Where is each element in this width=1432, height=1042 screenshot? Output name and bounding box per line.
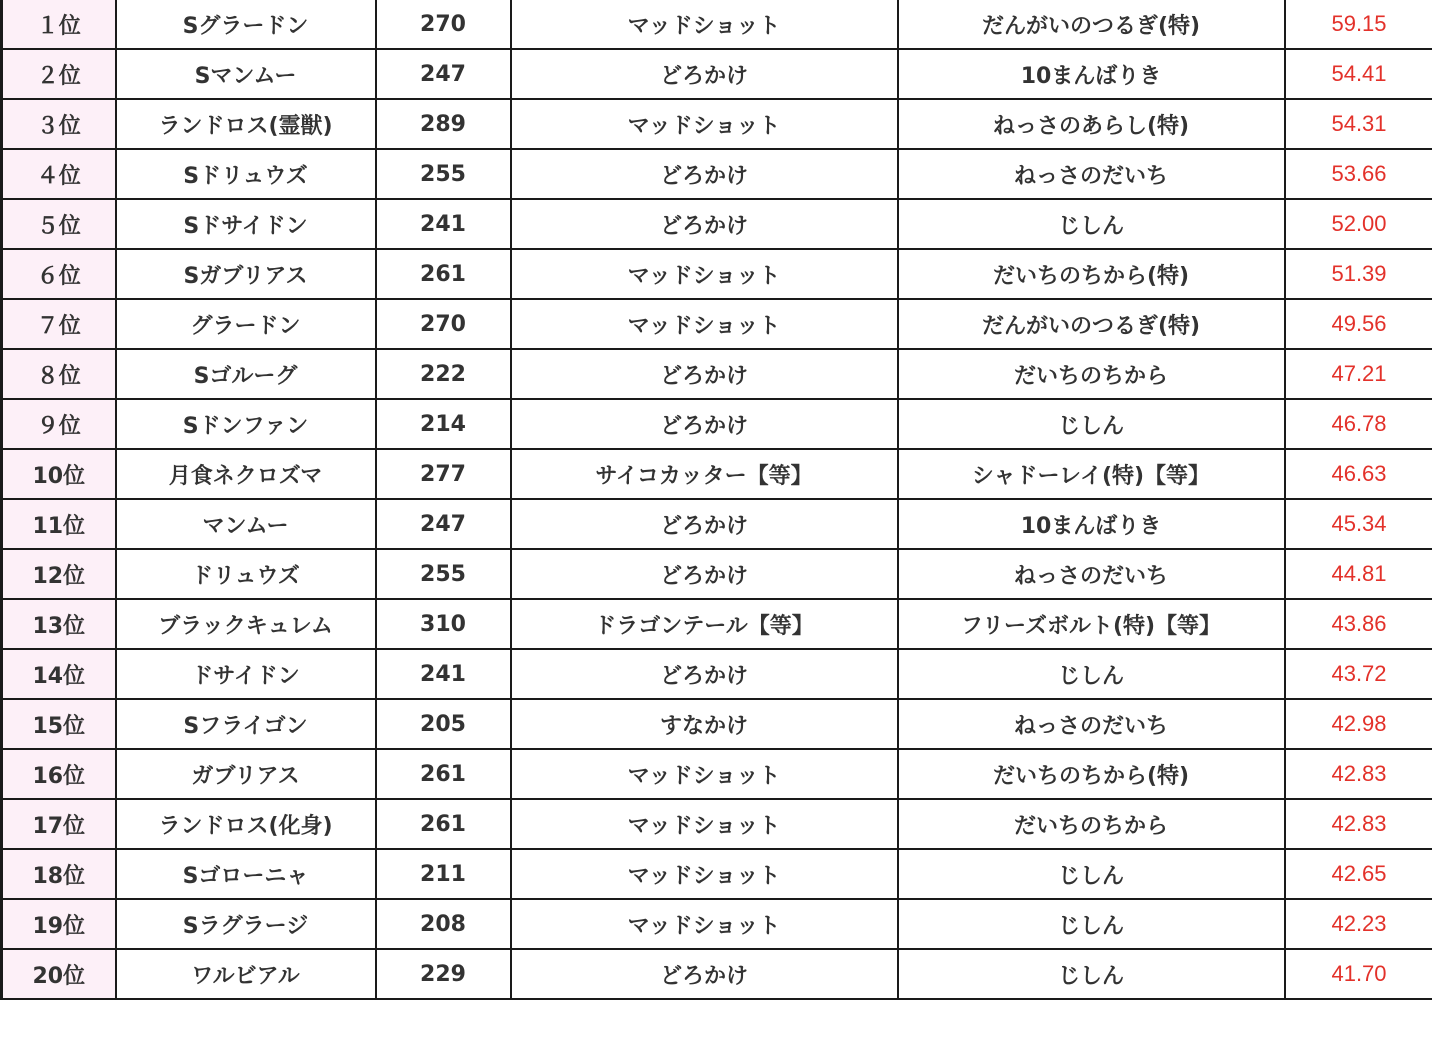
charged-move-cell: だいちのちから(特) <box>898 249 1285 299</box>
fast-move-cell: どろかけ <box>511 49 898 99</box>
pokemon-name-cell: ドサイドン <box>116 649 376 699</box>
table-row <box>2 499 1432 549</box>
charged-move-cell: だんがいのつるぎ(特) <box>898 0 1285 49</box>
score-cell: 41.70 <box>1285 949 1432 999</box>
table-row <box>2 849 1432 899</box>
charged-move-cell: じしん <box>898 849 1285 899</box>
pokemon-name-cell: Sフライゴン <box>116 699 376 749</box>
rank-cell: ６位 <box>2 249 116 299</box>
power-cell: 261 <box>376 799 511 849</box>
fast-move-cell: マッドショット <box>511 749 898 799</box>
power-cell: 241 <box>376 199 511 249</box>
charged-move-cell: シャドーレイ(特)【等】 <box>898 449 1285 499</box>
table-row <box>2 599 1432 649</box>
ranking-table-body <box>2 0 1432 999</box>
charged-move-cell: じしん <box>898 649 1285 699</box>
table-row <box>2 0 1432 49</box>
fast-move-cell: マッドショット <box>511 99 898 149</box>
table-row <box>2 149 1432 199</box>
rank-cell: 10位 <box>2 449 116 499</box>
power-cell: 270 <box>376 299 511 349</box>
fast-move-cell: どろかけ <box>511 349 898 399</box>
rank-cell: 19位 <box>2 899 116 949</box>
score-cell: 42.65 <box>1285 849 1432 899</box>
pokemon-name-cell: ドリュウズ <box>116 549 376 599</box>
fast-move-cell: ドラゴンテール【等】 <box>511 599 898 649</box>
charged-move-cell: 10まんばりき <box>898 49 1285 99</box>
table-row <box>2 649 1432 699</box>
pokemon-name-cell: Sドンファン <box>116 399 376 449</box>
fast-move-cell: どろかけ <box>511 549 898 599</box>
pokemon-name-cell: ランドロス(化身) <box>116 799 376 849</box>
rank-cell: 14位 <box>2 649 116 699</box>
table-row <box>2 449 1432 499</box>
rank-cell: 15位 <box>2 699 116 749</box>
charged-move-cell: じしん <box>898 899 1285 949</box>
pokemon-name-cell: Sマンムー <box>116 49 376 99</box>
score-cell: 43.72 <box>1285 649 1432 699</box>
rank-cell: ３位 <box>2 99 116 149</box>
rank-cell: 13位 <box>2 599 116 649</box>
table-row <box>2 249 1432 299</box>
score-cell: 46.63 <box>1285 449 1432 499</box>
pokemon-name-cell: ワルビアル <box>116 949 376 999</box>
fast-move-cell: マッドショット <box>511 299 898 349</box>
rank-cell: 17位 <box>2 799 116 849</box>
fast-move-cell: マッドショット <box>511 899 898 949</box>
charged-move-cell: ねっさのあらし(特) <box>898 99 1285 149</box>
score-cell: 51.39 <box>1285 249 1432 299</box>
charged-move-cell: じしん <box>898 399 1285 449</box>
rank-cell: ２位 <box>2 49 116 99</box>
pokemon-name-cell: Sゴローニャ <box>116 849 376 899</box>
fast-move-cell: どろかけ <box>511 649 898 699</box>
power-cell: 247 <box>376 49 511 99</box>
score-cell: 53.66 <box>1285 149 1432 199</box>
pokemon-name-cell: ガブリアス <box>116 749 376 799</box>
charged-move-cell: だいちのちから(特) <box>898 749 1285 799</box>
pokemon-name-cell: Sガブリアス <box>116 249 376 299</box>
power-cell: 208 <box>376 899 511 949</box>
fast-move-cell: マッドショット <box>511 0 898 49</box>
power-cell: 205 <box>376 699 511 749</box>
score-cell: 44.81 <box>1285 549 1432 599</box>
score-cell: 47.21 <box>1285 349 1432 399</box>
table-row <box>2 199 1432 249</box>
power-cell: 247 <box>376 499 511 549</box>
table-row <box>2 899 1432 949</box>
score-cell: 54.31 <box>1285 99 1432 149</box>
charged-move-cell: だいちのちから <box>898 349 1285 399</box>
fast-move-cell: すなかけ <box>511 699 898 749</box>
score-cell: 52.00 <box>1285 199 1432 249</box>
power-cell: 222 <box>376 349 511 399</box>
rank-cell: 20位 <box>2 949 116 999</box>
charged-move-cell: フリーズボルト(特)【等】 <box>898 599 1285 649</box>
rank-cell: ４位 <box>2 149 116 199</box>
fast-move-cell: どろかけ <box>511 199 898 249</box>
charged-move-cell: じしん <box>898 199 1285 249</box>
fast-move-cell: どろかけ <box>511 499 898 549</box>
pokemon-name-cell: Sドリュウズ <box>116 149 376 199</box>
fast-move-cell: マッドショット <box>511 849 898 899</box>
score-cell: 59.15 <box>1285 0 1432 49</box>
power-cell: 241 <box>376 649 511 699</box>
pokemon-name-cell: Sゴルーグ <box>116 349 376 399</box>
charged-move-cell: ねっさのだいち <box>898 549 1285 599</box>
fast-move-cell: どろかけ <box>511 149 898 199</box>
score-cell: 54.41 <box>1285 49 1432 99</box>
score-cell: 46.78 <box>1285 399 1432 449</box>
power-cell: 270 <box>376 0 511 49</box>
fast-move-cell: マッドショット <box>511 799 898 849</box>
fast-move-cell: サイコカッター【等】 <box>511 449 898 499</box>
power-cell: 255 <box>376 549 511 599</box>
score-cell: 43.86 <box>1285 599 1432 649</box>
pokemon-name-cell: グラードン <box>116 299 376 349</box>
fast-move-cell: マッドショット <box>511 249 898 299</box>
power-cell: 255 <box>376 149 511 199</box>
power-cell: 261 <box>376 249 511 299</box>
fast-move-cell: どろかけ <box>511 949 898 999</box>
pokemon-name-cell: マンムー <box>116 499 376 549</box>
rank-cell: ７位 <box>2 299 116 349</box>
rank-cell: １位 <box>2 0 116 49</box>
score-cell: 42.83 <box>1285 799 1432 849</box>
pokemon-name-cell: Sラグラージ <box>116 899 376 949</box>
table-row <box>2 299 1432 349</box>
power-cell: 229 <box>376 949 511 999</box>
table-row <box>2 949 1432 999</box>
fast-move-cell: どろかけ <box>511 399 898 449</box>
power-cell: 277 <box>376 449 511 499</box>
charged-move-cell: ねっさのだいち <box>898 699 1285 749</box>
charged-move-cell: ねっさのだいち <box>898 149 1285 199</box>
pokemon-name-cell: ブラックキュレム <box>116 599 376 649</box>
table-row <box>2 349 1432 399</box>
score-cell: 42.98 <box>1285 699 1432 749</box>
pokemon-name-cell: Sドサイドン <box>116 199 376 249</box>
rank-cell: ８位 <box>2 349 116 399</box>
table-row <box>2 799 1432 849</box>
table-row <box>2 99 1432 149</box>
score-cell: 42.83 <box>1285 749 1432 799</box>
table-row <box>2 399 1432 449</box>
rank-cell: 11位 <box>2 499 116 549</box>
rank-cell: ５位 <box>2 199 116 249</box>
charged-move-cell: 10まんばりき <box>898 499 1285 549</box>
table-row <box>2 699 1432 749</box>
power-cell: 261 <box>376 749 511 799</box>
pokemon-name-cell: Sグラードン <box>116 0 376 49</box>
power-cell: 310 <box>376 599 511 649</box>
score-cell: 42.23 <box>1285 899 1432 949</box>
rank-cell: 16位 <box>2 749 116 799</box>
rank-cell: 18位 <box>2 849 116 899</box>
pokemon-name-cell: 月食ネクロズマ <box>116 449 376 499</box>
rank-cell: ９位 <box>2 399 116 449</box>
table-row <box>2 749 1432 799</box>
score-cell: 45.34 <box>1285 499 1432 549</box>
score-cell: 49.56 <box>1285 299 1432 349</box>
rank-cell: 12位 <box>2 549 116 599</box>
power-cell: 211 <box>376 849 511 899</box>
table-row <box>2 49 1432 99</box>
pokemon-name-cell: ランドロス(霊獣) <box>116 99 376 149</box>
table-row <box>2 549 1432 599</box>
power-cell: 289 <box>376 99 511 149</box>
charged-move-cell: だいちのちから <box>898 799 1285 849</box>
power-cell: 214 <box>376 399 511 449</box>
charged-move-cell: だんがいのつるぎ(特) <box>898 299 1285 349</box>
charged-move-cell: じしん <box>898 949 1285 999</box>
